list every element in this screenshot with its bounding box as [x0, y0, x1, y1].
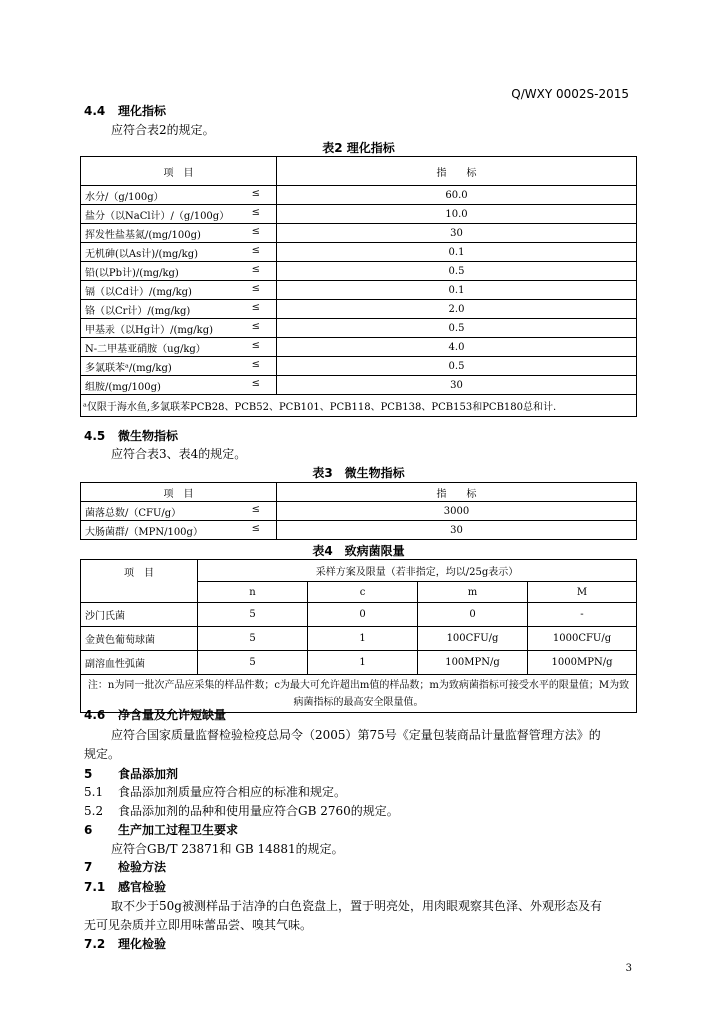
table-cell-item — [81, 243, 277, 262]
operator-symbol: ≤ — [251, 377, 260, 389]
table-row — [81, 627, 637, 651]
table-cell-item — [81, 521, 277, 540]
table-cell-item — [81, 319, 277, 338]
table-cell-item: 副溶血性弧菌 — [81, 651, 198, 675]
section-7-1-text-line2: 无可见杂质并立即用味蕾品尝、嗅其气味。 — [84, 918, 313, 932]
item-label: 铅(以Pb计)/(mg/kg) — [85, 267, 179, 279]
item-label: 组胺/(mg/100g) — [85, 381, 161, 393]
section-4-6-text-line2: 规定。 — [84, 747, 121, 761]
operator-symbol: ≤ — [251, 187, 260, 199]
table-cell-m: 0 — [418, 603, 528, 627]
item-label: 水分/（g/100g） — [85, 191, 164, 203]
table-row — [81, 603, 637, 627]
table-cell-item — [81, 502, 277, 521]
table-row — [81, 300, 637, 319]
table-4 — [80, 559, 637, 713]
table-cell-m: 100CFU/g — [418, 627, 528, 651]
table-cell-value: 30 — [277, 376, 637, 395]
table-cell-c: 0 — [308, 603, 418, 627]
table-cell-item — [81, 205, 277, 224]
standard-number: Q/WXY 0002S-2015 — [511, 87, 629, 101]
table-row — [81, 262, 637, 281]
section-5-heading: 5 食品添加剂 — [84, 767, 179, 781]
table-4-caption: 表4 致病菌限量 — [312, 544, 405, 558]
table-cell-M: 1000MPN/g — [528, 651, 637, 675]
table-cell-value: 30 — [277, 521, 637, 540]
section-6-heading: 6 生产加工过程卫生要求 — [84, 823, 239, 837]
table-cell-item: 沙门氏菌 — [81, 603, 198, 627]
table-cell-value: 30 — [277, 224, 637, 243]
table-row — [81, 186, 637, 205]
table-row — [81, 338, 637, 357]
table-cell-value: 3000 — [277, 502, 637, 521]
operator-symbol: ≤ — [251, 339, 260, 351]
table-row — [81, 502, 637, 521]
section-4-5-text: 应符合表3、表4的规定。 — [111, 447, 247, 461]
table-2 — [80, 156, 637, 417]
table-cell-c: 1 — [308, 627, 418, 651]
section-5-2-text: 5.2 食品添加剂的品种和使用量应符合GB 2760的规定。 — [84, 804, 399, 818]
item-label: N-二甲基亚硝胺（ug/kg） — [85, 343, 206, 355]
table-cell-m: 100MPN/g — [418, 651, 528, 675]
table-cell-item — [81, 186, 277, 205]
section-4-6-heading: 4.6 净含量及允许短缺量 — [84, 708, 227, 722]
page-number: 3 — [625, 963, 632, 974]
section-7-1-text-line1: 取不少于50g被测样品于洁净的白色瓷盘上，置于明亮处，用肉眼观察其色泽、外观形态及有 — [111, 899, 602, 913]
table-row — [81, 281, 637, 300]
table-row — [81, 205, 637, 224]
table-cell-value: 2.0 — [277, 300, 637, 319]
table-cell-item — [81, 224, 277, 243]
table-header-M: M — [528, 582, 637, 603]
table-cell-c: 1 — [308, 651, 418, 675]
table-cell-item — [81, 376, 277, 395]
item-label: 菌落总数/（CFU/g） — [85, 507, 182, 519]
table-3 — [80, 482, 637, 540]
table-cell-item — [81, 338, 277, 357]
table-header-item: 项 目 — [81, 483, 277, 502]
section-4-5-heading: 4.5 微生物指标 — [84, 429, 179, 443]
table-cell-value: 60.0 — [277, 186, 637, 205]
table-header-m: m — [418, 582, 528, 603]
table-cell-M: 1000CFU/g — [528, 627, 637, 651]
table-cell-value: 0.5 — [277, 262, 637, 281]
operator-symbol: ≤ — [251, 244, 260, 256]
item-label: 无机砷(以As计)/(mg/kg) — [85, 248, 199, 260]
item-label: 盐分（以NaCl计）/（g/100g） — [85, 210, 230, 222]
table-header-value: 指 标 — [277, 157, 637, 186]
section-4-4-heading: 4.4 理化指标 — [84, 104, 167, 118]
operator-symbol: ≤ — [251, 320, 260, 332]
item-label: 镉（以Cd计）/(mg/kg) — [85, 286, 192, 298]
table-header-plan: 采样方案及限量（若非指定，均以/25g表示） — [198, 560, 637, 582]
table-2-caption: 表2 理化指标 — [322, 141, 395, 155]
table-4-note: 注：n为同一批次产品应采集的样品件数；c为最大可允许超出m值的样品数；m为致病菌指标可接受水平的限量值；M为致病菌指标的最高安全限量值。 — [81, 675, 637, 713]
table-cell-item — [81, 281, 277, 300]
table-cell-item — [81, 357, 277, 376]
section-7-heading: 7 检验方法 — [84, 860, 167, 874]
table-row — [81, 357, 637, 376]
item-label: 甲基汞（以Hg计）/(mg/kg) — [85, 324, 214, 336]
table-row — [81, 243, 637, 262]
table-row — [81, 224, 637, 243]
section-7-1-heading: 7.1 感官检验 — [84, 880, 167, 894]
section-7-2-heading: 7.2 理化检验 — [84, 937, 167, 951]
operator-symbol: ≤ — [251, 358, 260, 370]
table-cell-M: - — [528, 603, 637, 627]
table-cell-value: 10.0 — [277, 205, 637, 224]
operator-symbol: ≤ — [251, 522, 260, 534]
operator-symbol: ≤ — [251, 282, 260, 294]
table-cell-value: 0.1 — [277, 243, 637, 262]
table-2-footnote: ᵃ仅限于海水鱼,多氯联苯PCB28、PCB52、PCB101、PCB118、PCB138、PCB153和PCB180总和计. — [81, 395, 637, 417]
table-header-value: 指 标 — [277, 483, 637, 502]
table-row — [81, 395, 637, 417]
table-header-item: 项 目 — [81, 157, 277, 186]
table-cell-item — [81, 300, 277, 319]
table-header-n: n — [198, 582, 308, 603]
section-5-1-text: 5.1 食品添加剂质量应符合相应的标准和规定。 — [84, 785, 347, 799]
table-cell-item: 金黄色葡萄球菌 — [81, 627, 198, 651]
table-cell-value: 0.5 — [277, 319, 637, 338]
table-3-caption: 表3 微生物指标 — [312, 466, 405, 480]
table-row — [81, 376, 637, 395]
table-cell-n: 5 — [198, 603, 308, 627]
section-6-text: 应符合GB/T 23871和 GB 14881的规定。 — [111, 842, 344, 856]
table-row — [81, 319, 637, 338]
operator-symbol: ≤ — [251, 503, 260, 515]
table-row — [81, 560, 637, 582]
table-row — [81, 483, 637, 502]
section-4-4-text: 应符合表2的规定。 — [111, 123, 215, 137]
item-label: 大肠菌群/（MPN/100g） — [85, 526, 203, 538]
table-row — [81, 157, 637, 186]
section-4-6-text-line1: 应符合国家质量监督检验检疫总局令（2005）第75号《定量包装商品计量监督管理方法》的 — [111, 728, 601, 742]
table-cell-value: 4.0 — [277, 338, 637, 357]
operator-symbol: ≤ — [251, 206, 260, 218]
table-cell-n: 5 — [198, 651, 308, 675]
table-cell-item — [81, 262, 277, 281]
operator-symbol: ≤ — [251, 301, 260, 313]
table-cell-n: 5 — [198, 627, 308, 651]
table-row — [81, 521, 637, 540]
table-cell-value: 0.5 — [277, 357, 637, 376]
table-cell-value: 0.1 — [277, 281, 637, 300]
item-label: 铬（以Cr计）/(mg/kg) — [85, 305, 191, 317]
operator-symbol: ≤ — [251, 225, 260, 237]
item-label: 多氯联苯ᵃ/(mg/kg) — [85, 362, 172, 374]
table-header-item: 项 目 — [81, 560, 198, 603]
table-header-c: c — [308, 582, 418, 603]
item-label: 挥发性盐基氮/(mg/100g) — [85, 229, 201, 241]
table-row — [81, 651, 637, 675]
operator-symbol: ≤ — [251, 263, 260, 275]
